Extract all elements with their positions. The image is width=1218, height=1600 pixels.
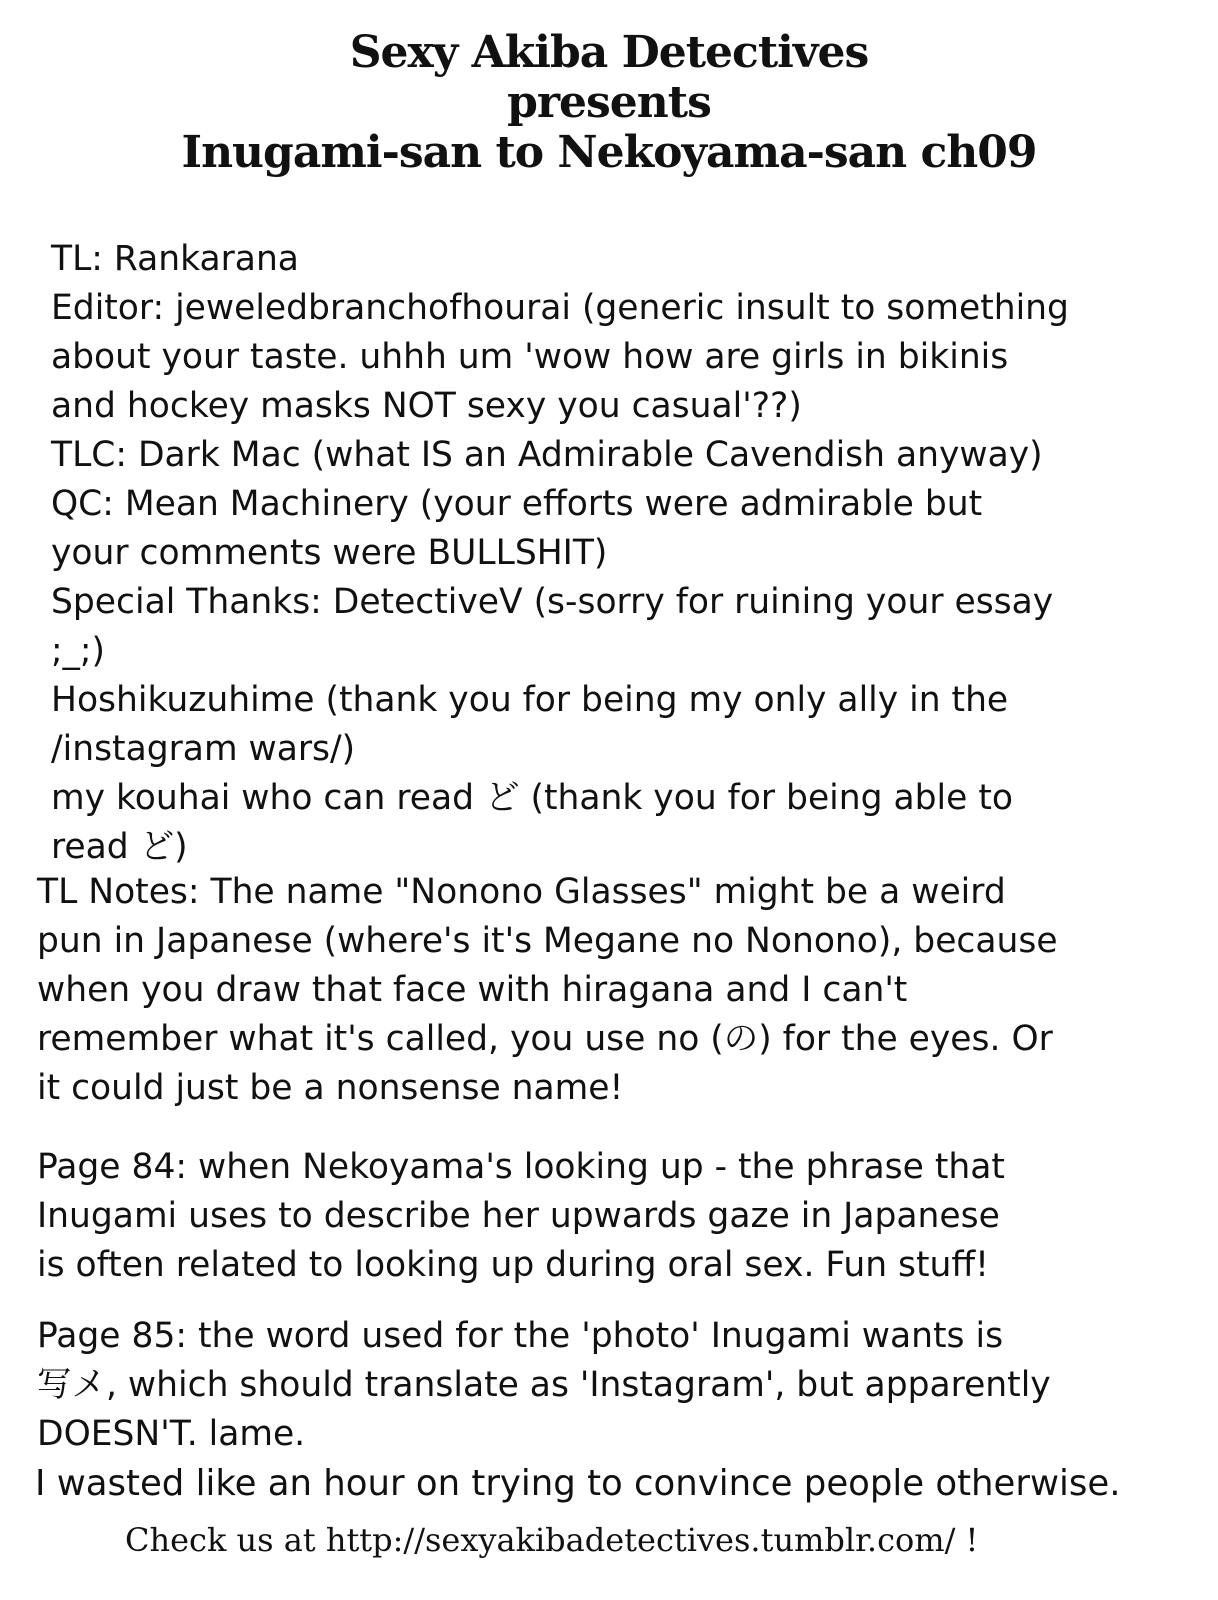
note-line: is often related to looking up during oral sex. Fun stuff! xyxy=(37,1245,990,1285)
credit-line: read ど) xyxy=(51,827,188,867)
note-line: remember what it's called, you use no (の) for the eyes. Or xyxy=(37,1019,1053,1059)
credit-line: Hoshikuzuhime (thank you for being my only ally in the xyxy=(51,680,1009,720)
credit-line: TL: Rankarana xyxy=(51,239,299,279)
title-block xyxy=(0,28,1218,178)
credit-line: TLC: Dark Mac (what IS an Admirable Cavendish anyway) xyxy=(51,435,1043,475)
credit-line: about your taste. uhhh um 'wow how are girls in bikinis xyxy=(51,337,1009,377)
note-line: TL Notes: The name "Nonono Glasses" might be a weird xyxy=(37,872,1006,912)
tl-notes xyxy=(37,868,1058,1113)
credit-line: and hockey masks NOT sexy you casual'??) xyxy=(51,386,802,426)
note-line: DOESN'T. lame. xyxy=(37,1414,306,1454)
credits-list xyxy=(51,235,1069,872)
presents-text: presents xyxy=(507,77,711,128)
note-line: Page 84: when Nekoyama's looking up - the phrase that xyxy=(37,1147,1005,1187)
note-line: when you draw that face with hiragana and I can't xyxy=(37,970,908,1010)
page-84-note xyxy=(37,1143,1005,1290)
credit-line: your comments were BULLSHIT) xyxy=(51,533,608,573)
footer-link-text: Check us at http://sexyakibadetectives.tumblr.com/ ! xyxy=(125,1521,979,1559)
credit-line: my kouhai who can read ど (thank you for being able to xyxy=(51,778,1013,818)
group-name: Sexy Akiba Detectives xyxy=(349,27,869,78)
chapter-title: Inugami-san to Nekoyama-san ch09 xyxy=(181,127,1037,178)
credit-line: ;_;) xyxy=(51,631,105,671)
credit-line: Editor: jeweledbranchofhourai (generic insult to something xyxy=(51,288,1069,328)
credit-line: QC: Mean Machinery (your efforts were admirable but xyxy=(51,484,983,524)
credit-line: Special Thanks: DetectiveV (s-sorry for ruining your essay xyxy=(51,582,1054,622)
page-85-note xyxy=(37,1312,1051,1459)
note-line: it could just be a nonsense name! xyxy=(37,1068,624,1108)
note-line: Page 85: the word used for the 'photo' Inugami wants is xyxy=(37,1316,1004,1356)
note-line: pun in Japanese (where's it's Megane no Nonono), because xyxy=(37,921,1058,961)
note-line: 写メ, which should translate as 'Instagram', but apparently xyxy=(37,1365,1051,1405)
closing-remark: I wasted like an hour on trying to convince people otherwise. xyxy=(35,1463,1121,1504)
note-line: Inugami uses to describe her upwards gaze in Japanese xyxy=(37,1196,1000,1236)
credit-line: /instagram wars/) xyxy=(51,729,356,769)
